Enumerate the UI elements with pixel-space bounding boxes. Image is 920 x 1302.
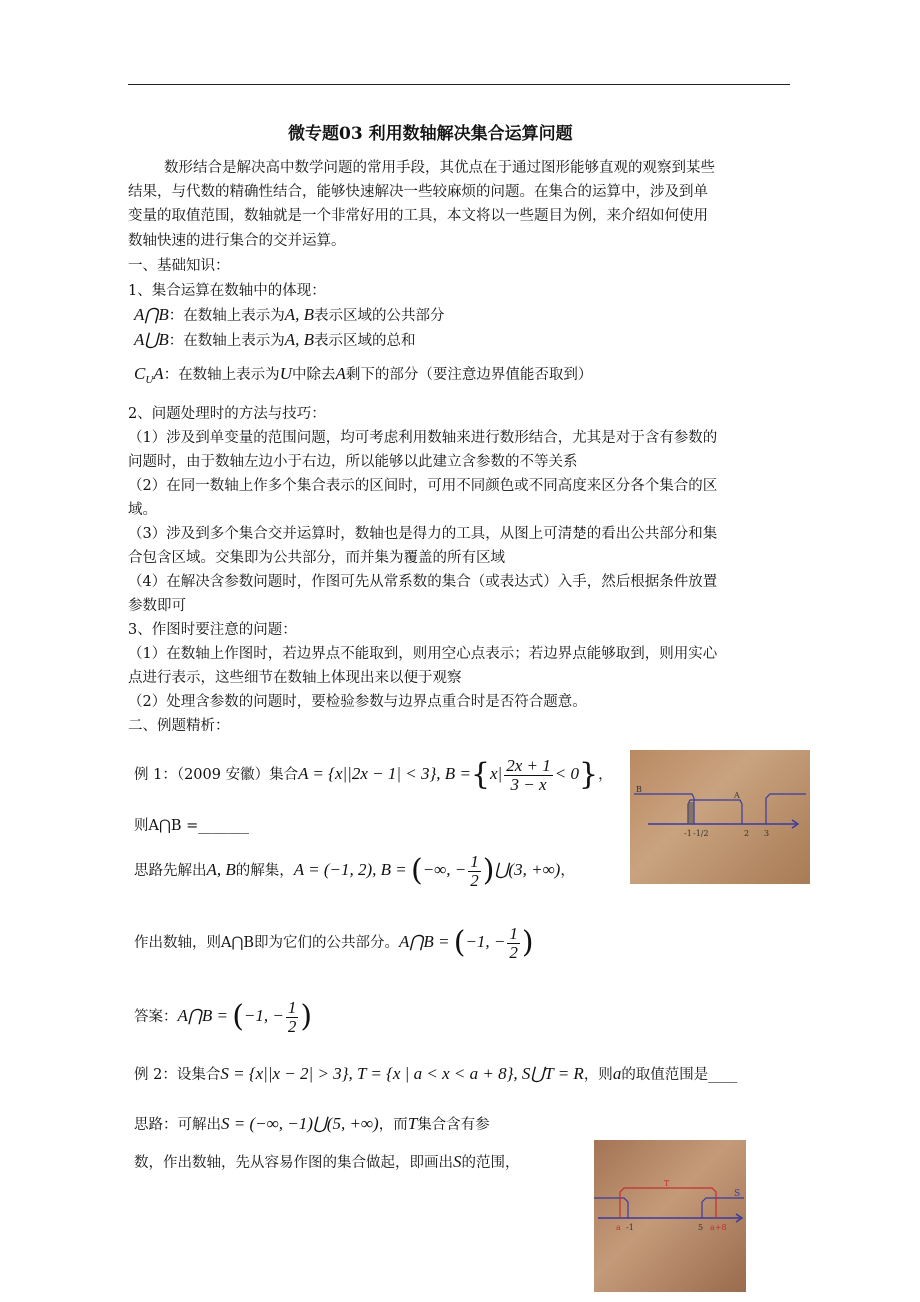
fraction: $\frac{1}{2}$ bbox=[509, 923, 518, 962]
example-1-question: 例 1：（2009 安徽）集合A = {x||2x − 1| < 3}, B ={x| $\frac{2x + 1}{3 - x}$ < 0}， bbox=[134, 755, 613, 794]
note-line: （2）处理含参数的问题时，要检验参数与边界点重合时是否符合题意。 bbox=[128, 694, 587, 710]
example-2-idea: 思路：可解出S = (−∞, −1)⋃(5, +∞)，而T集合含有参 bbox=[134, 1114, 490, 1133]
intro-line: 数轴快速的进行集合的交并运算。 bbox=[128, 233, 346, 249]
page-title: 微专题03 利用数轴解决集合运算问题 bbox=[288, 124, 573, 144]
method-line: 合包含区域。交集即为公共部分，而并集为覆盖的所有区域 bbox=[128, 550, 505, 566]
header-rule bbox=[128, 84, 790, 85]
knowledge-union: A⋃B：在数轴上表示为A, B表示区域的总和 bbox=[134, 330, 416, 349]
svg-text:-1: -1 bbox=[626, 1223, 634, 1232]
svg-text:B: B bbox=[636, 785, 642, 794]
fraction: $\frac{1}{2}$ bbox=[470, 851, 479, 890]
method-line: 参数即可 bbox=[128, 598, 186, 614]
example-2-question: 例 2：设集合S = {x||x − 2| > 3}, T = {x | a < x < a + 8}, S⋃T = R，则a的取值范围是____ bbox=[134, 1064, 738, 1083]
method-line: （1）涉及到单变量的范围问题，均可考虑利用数轴来进行数形结合，尤其是对于含有参数的 bbox=[128, 430, 718, 446]
intro-line: 变量的取值范围，数轴就是一个非常好用的工具，本文将以一些题目为例，来介绍如何使用 bbox=[128, 208, 708, 224]
fraction: $\frac{2x + 1}{3 - x}$ bbox=[506, 755, 551, 794]
svg-text:5: 5 bbox=[698, 1223, 704, 1232]
svg-text:-1: -1 bbox=[684, 829, 692, 838]
section-heading-examples: 二、例题精析： bbox=[128, 718, 230, 734]
number-line-photo-1 bbox=[630, 750, 810, 884]
example-1-conclusion: 作出数轴，则A⋂B即为它们的公共部分。A⋂B = (−1, − $\frac{1}{2}$ ) bbox=[134, 923, 534, 962]
subheading-2: 2、问题处理时的方法与技巧： bbox=[128, 406, 326, 422]
method-line: （2）在同一数轴上作多个集合表示的区间时，可用不同颜色或不同高度来区分各个集合的区 bbox=[128, 478, 718, 494]
subheading-1: 1、集合运算在数轴中的体现： bbox=[128, 283, 326, 299]
method-line: 域。 bbox=[128, 502, 157, 518]
svg-text:T: T bbox=[664, 1179, 670, 1188]
number-line-sketch-1 bbox=[630, 750, 810, 884]
number-line-sketch-2 bbox=[594, 1140, 746, 1292]
example-1-answer: 答案：A⋂B = (−1, − $\frac{1}{2}$ ) bbox=[134, 997, 313, 1036]
svg-text:3: 3 bbox=[764, 829, 770, 838]
knowledge-intersection: A⋂B：在数轴上表示为A, B表示区域的公共部分 bbox=[134, 305, 445, 324]
svg-text:S: S bbox=[734, 1189, 741, 1199]
example-1-blank: 则A⋂B =_______ bbox=[134, 818, 250, 834]
method-line: （3）涉及到多个集合交并运算时，数轴也是得力的工具，从图上可清楚的看出公共部分和集 bbox=[128, 526, 718, 542]
example-2-idea-cont: 数，作出数轴，先从容易作图的集合做起，即画出S的范围， bbox=[134, 1152, 520, 1171]
intro-line: 数形结合是解决高中数学问题的常用手段，其优点在于通过图形能够直观的观察到某些 bbox=[164, 160, 715, 176]
method-line: 问题时，由于数轴左边小于右边，所以能够以此建立含参数的不等关系 bbox=[128, 454, 578, 470]
example-1-idea: 思路先解出A, B的解集，A = (−1, 2), B = (−∞, − $\frac{1}{2}$ )⋃(3, +∞)， bbox=[134, 851, 575, 890]
section-heading-basics: 一、基础知识： bbox=[128, 258, 230, 274]
number-line-photo-2 bbox=[594, 1140, 746, 1292]
knowledge-complement: $C_UA$：在数轴上表示为U中除去A剩下的部分（要注意边界值能否取到） bbox=[134, 364, 593, 386]
svg-text:A: A bbox=[734, 791, 740, 800]
subheading-3: 3、作图时要注意的问题： bbox=[128, 622, 297, 638]
fraction: $\frac{1}{2}$ bbox=[287, 997, 297, 1036]
svg-text:a+8: a+8 bbox=[710, 1223, 727, 1232]
note-line: （1）在数轴上作图时，若边界点不能取到，则用空心点表示；若边界点能够取到，则用实心 bbox=[128, 646, 718, 662]
note-line: 点进行表示，这些细节在数轴上体现出来以便于观察 bbox=[128, 670, 462, 686]
method-line: （4）在解决含参数问题时，作图可先从常系数的集合（或表达式）入手，然后根据条件放置 bbox=[128, 574, 718, 590]
svg-text:a: a bbox=[616, 1223, 621, 1232]
svg-text:-1/2: -1/2 bbox=[693, 829, 709, 838]
intro-line: 结果，与代数的精确性结合，能够快速解决一些较麻烦的问题。在集合的运算中，涉及到单 bbox=[128, 184, 708, 200]
svg-text:2: 2 bbox=[744, 829, 750, 838]
